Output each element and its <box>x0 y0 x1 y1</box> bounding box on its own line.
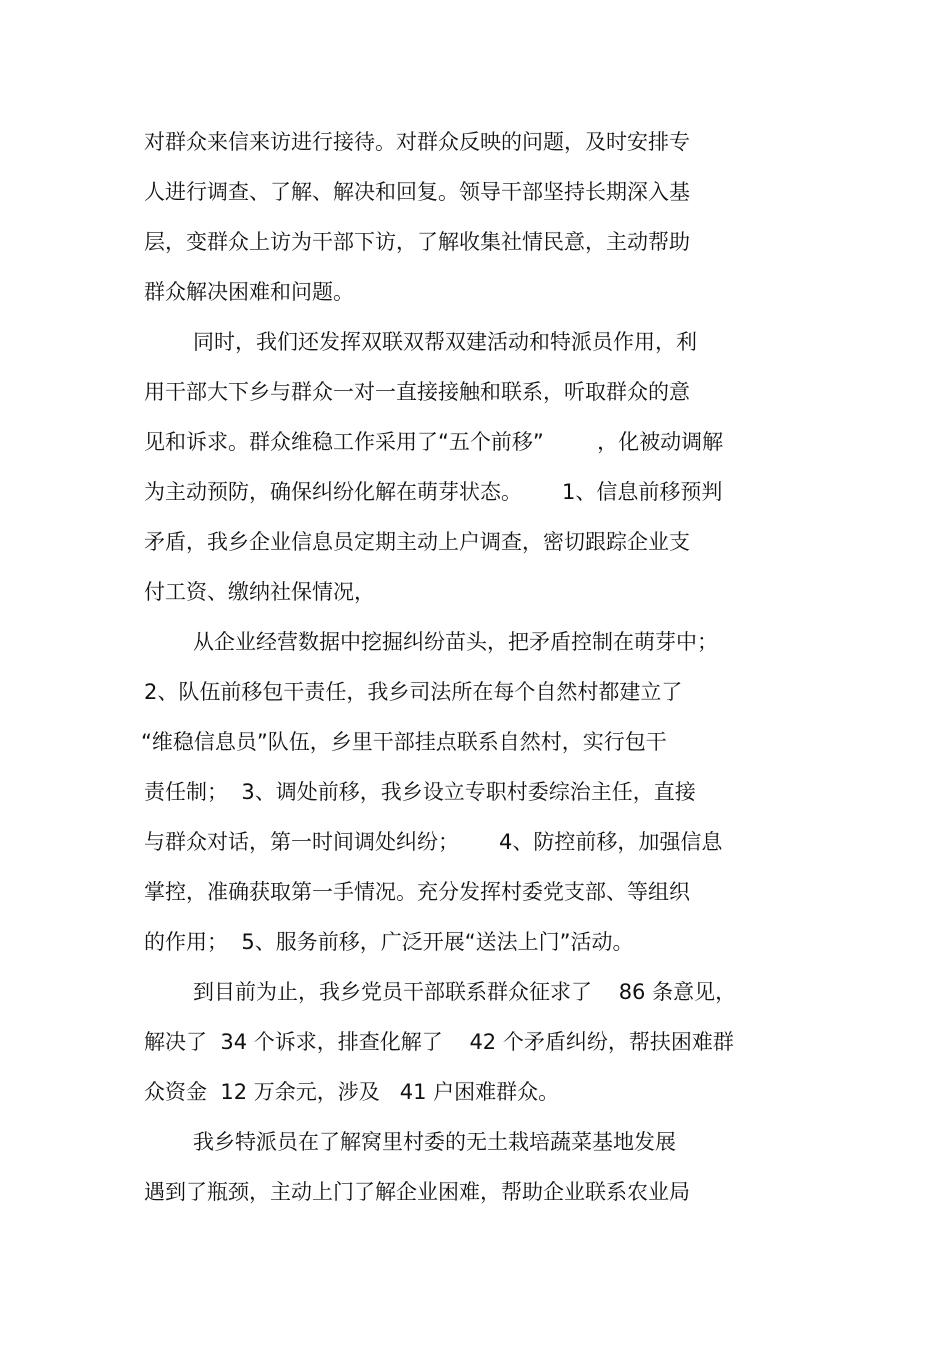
text-line: 为主动预防，确保纠纷化解在萌芽状态。 1、信息前移预判 <box>144 480 723 504</box>
text-line: 付工资、缴纳社保情况， <box>144 580 375 604</box>
text-line: 众资金 12 万余元，涉及 41 户困难群众。 <box>144 1080 560 1104</box>
text-line: “维稳信息员”队伍，乡里干部挂点联系自然村，实行包干 <box>141 730 667 754</box>
text-line: 与群众对话，第一时间调处纠纷； 4、防控前移，加强信息 <box>144 830 723 854</box>
text-line: 的作用； 5、服务前移，广泛开展“送法上门”活动。 <box>144 930 634 954</box>
paragraph-first-line: 到目前为止，我乡党员干部联系群众征求了 86 条意见， <box>193 980 737 1004</box>
text-line: 责任制； 3、调处前移，我乡设立专职村委综治主任，直接 <box>144 780 696 804</box>
text-line: 矛盾，我乡企业信息员定期主动上户调查，密切跟踪企业支 <box>144 530 690 554</box>
text-line: 对群众来信来访进行接待。对群众反映的问题，及时安排专 <box>144 130 690 154</box>
text-line: 见和诉求。群众维稳工作采用了“五个前移” ，化被动调解 <box>144 430 724 454</box>
text-line: 层，变群众上访为干部下访，了解收集社情民意，主动帮助 <box>144 230 690 254</box>
text-line: 遇到了瓶颈，主动上门了解企业困难，帮助企业联系农业局 <box>144 1180 690 1204</box>
text-line: 群众解决困难和问题。 <box>144 280 354 304</box>
paragraph-first-line: 我乡特派员在了解窝里村委的无土栽培蔬菜基地发展 <box>193 1130 676 1154</box>
paragraph-first-line: 同时，我们还发挥双联双帮双建活动和特派员作用，利 <box>193 330 697 354</box>
text-line: 人进行调查、了解、解决和回复。领导干部坚持长期深入基 <box>144 180 690 204</box>
paragraph-first-line: 从企业经营数据中挖掘纠纷苗头，把矛盾控制在萌芽中； <box>193 630 718 654</box>
text-line: 用干部大下乡与群众一对一直接接触和联系，听取群众的意 <box>144 380 690 404</box>
text-line: 2、队伍前移包干责任，我乡司法所在每个自然村都建立了 <box>144 680 683 704</box>
text-line: 解决了 34 个诉求，排查化解了 42 个矛盾纠纷，帮扶困难群 <box>144 1030 734 1054</box>
text-line: 掌控，准确获取第一手情况。充分发挥村委党支部、等组织 <box>144 880 690 904</box>
